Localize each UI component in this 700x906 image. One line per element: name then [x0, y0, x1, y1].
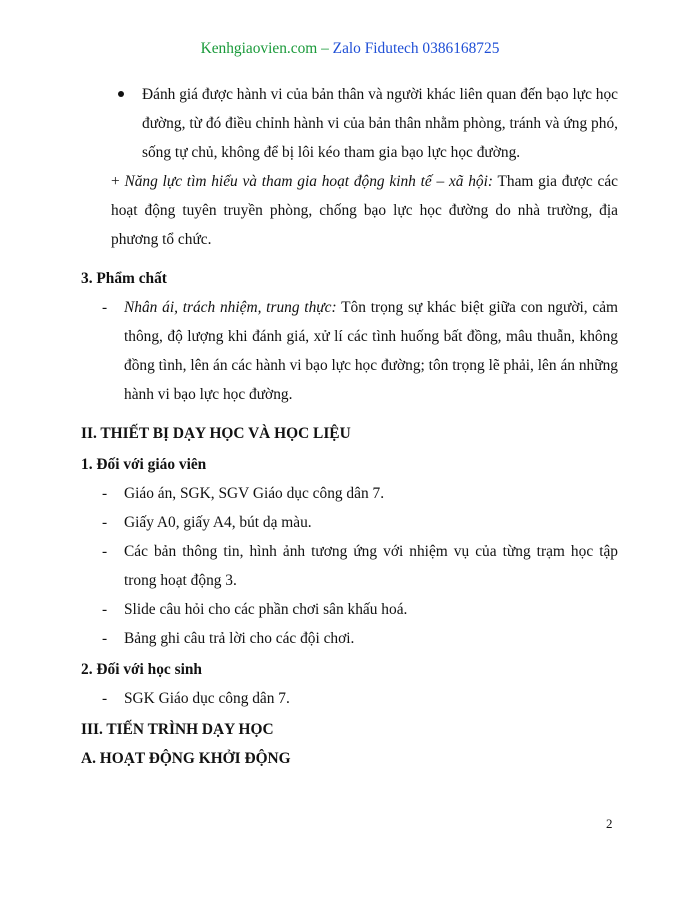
section-heading-equipment: II. THIẾT BỊ DẠY HỌC VÀ HỌC LIỆU	[81, 425, 351, 442]
dash-marker: -	[102, 514, 108, 531]
document-body	[81, 80, 618, 773]
subheading-warmup: A. HOẠT ĐỘNG KHỞI ĐỘNG	[81, 750, 291, 767]
list-item	[81, 624, 618, 653]
qualities-text: Tôn trọng sự khác biệt giữa con người, cảm thông, độ lượng khi đánh giá, xử lí các tình huống bất đồng, mâu thuẫn, không đồng tình, lên án các hành vi bạo lực học đường; tôn trọng lẽ phải, lên án những hành vi bạo lực học đường.	[124, 299, 619, 403]
page-number: 2	[606, 816, 613, 831]
subheading-student: 2. Đối với học sinh	[81, 661, 202, 678]
list-item	[81, 293, 618, 409]
competency-text: Tham gia được các hoạt động tuyên truyền phòng, chống bạo lực học đường do nhà trường, địa phương tổ chức.	[111, 173, 618, 248]
list-item-text: Giáo án, SGK, SGV Giáo dục công dân 7.	[124, 485, 385, 502]
list-item	[81, 508, 618, 537]
qualities-label: Nhân ái, trách nhiệm, trung thực:	[124, 299, 337, 316]
dash-marker: -	[102, 485, 108, 502]
list-item-text: Các bản thông tin, hình ảnh tương ứng với nhiệm vụ của từng trạm học tập trong hoạt động 3.	[124, 543, 618, 589]
list-item	[81, 80, 618, 167]
section-heading-qualities: 3. Phẩm chất	[81, 270, 167, 287]
header-separator: –	[317, 40, 333, 57]
bullet-icon	[118, 91, 124, 97]
section-heading-process: III. TIẾN TRÌNH DẠY HỌC	[81, 721, 274, 738]
dash-marker: -	[102, 630, 108, 647]
dash-marker: -	[102, 601, 108, 618]
list-item-text: Slide câu hỏi cho các phần chơi sân khấu hoá.	[124, 601, 408, 618]
list-item	[81, 595, 618, 624]
page-header	[0, 40, 700, 58]
competency-paragraph	[81, 167, 618, 254]
list-item-text: Bảng ghi câu trả lời cho các đội chơi.	[124, 630, 355, 647]
competency-label: Năng lực tìm hiểu và tham gia hoạt động kinh tế – xã hội:	[124, 173, 494, 190]
plus-marker: +	[111, 173, 125, 190]
dash-marker: -	[102, 543, 108, 560]
list-item	[81, 537, 618, 595]
list-item-text: SGK Giáo dục công dân 7.	[124, 690, 290, 707]
header-zalo-link[interactable]: Zalo Fidutech 0386168725	[332, 40, 500, 57]
subheading-teacher: 1. Đối với giáo viên	[81, 456, 207, 473]
bullet-text: Đánh giá được hành vi của bản thân và người khác liên quan đến bạo lực học đường, từ đó điều chỉnh hành vi của bản thân nhằm phòng, tránh và ứng phó, sống tự chủ, không để bị lôi kéo tham gia bạo lực học đường.	[142, 86, 618, 161]
dash-marker: -	[102, 690, 108, 707]
list-item	[81, 684, 618, 713]
dash-marker: -	[102, 299, 108, 316]
list-item	[81, 479, 618, 508]
list-item-text: Giấy A0, giấy A4, bút dạ màu.	[124, 514, 312, 531]
header-site-link[interactable]: Kenhgiaovien.com	[200, 40, 318, 57]
